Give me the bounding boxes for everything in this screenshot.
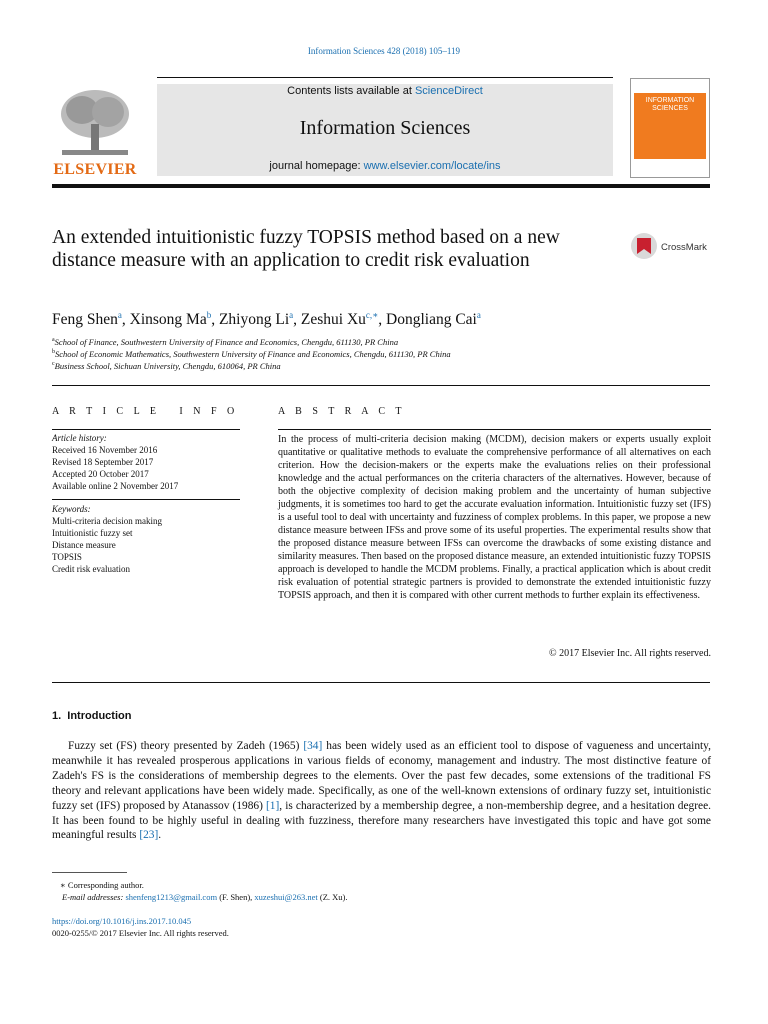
keywords-rule — [52, 499, 240, 500]
affiliation-mark: c — [52, 361, 55, 368]
history-label: Article history: — [52, 433, 107, 443]
keyword: Distance measure — [52, 540, 116, 550]
keyword: Credit risk evaluation — [52, 564, 130, 574]
affiliation — [52, 349, 712, 359]
journal-reference[interactable]: Information Sciences 428 (2018) 105–119 — [307, 46, 461, 56]
affiliation — [52, 361, 712, 371]
article-info-rule — [52, 429, 240, 430]
introduction-paragraph — [52, 739, 711, 843]
author-affil-mark[interactable]: a — [117, 310, 122, 320]
email-footnote — [52, 892, 722, 903]
author-list: Feng Shen$^a$, Xinsong Ma$^b$, Zhiyong Li$^a$, Zeshui $Xu^{c,∗}$, Dongliang Cai$^a$ — [52, 310, 481, 329]
abstract-divider — [52, 682, 710, 683]
contents-line — [157, 85, 613, 97]
intro-text: . — [158, 829, 162, 842]
abstract-copyright: © 2017 Elsevier Inc. All rights reserved. — [548, 648, 711, 659]
author-affil-mark[interactable]: a — [289, 310, 294, 320]
email-owner: (F. Shen), — [217, 892, 255, 902]
citation-link[interactable]: [23] — [139, 829, 159, 842]
intro-text: Fuzzy set (FS) theory presented by Zadeh (1965) — [68, 740, 304, 752]
cover-title: INFORMATION SCIENCES — [645, 97, 695, 112]
author-affil-mark[interactable]: c,∗ — [365, 310, 379, 320]
author-name[interactable]: Feng Shen — [52, 311, 118, 329]
abstract-heading: A B S T R A C T — [278, 406, 406, 417]
citation-link[interactable]: [1] — [265, 799, 280, 812]
journal-cover-thumbnail[interactable] — [630, 78, 710, 178]
masthead-top-rule — [157, 77, 613, 78]
homepage-prefix: journal homepage: — [269, 160, 364, 172]
abstract-text: In the process of multi-criteria decision making (MCDM), decision makers or experts usually exploit quantitative or qualitative methods to evaluate the comprehensive performance of all alternatives on each criterion. How the decision-makers or the experts make the evaluations relies on their professional knowledge and the actual performances on the criteria characters of the alternatives. However, because of both the objective complexity of decision making problem and the uncertainty of human subjective judgments, it is sometimes too hard to get the accurate evaluation information. Intuitionistic fuzzy set (IFS) is a useful tool to deal with uncertainty and fuzziness of complex problems. In this paper, we propose a new distance measure between IFSs and prove some of its useful properties. The experimental results show that the proposed distance measure between IFSs can overcome the drawbacks of some existing distance and similarity measures. Then based on the proposed distance measure, an extended intuitionistic fuzzy TOPSIS approach is developed to handle the MCDM problems. Finally, a practical application which is about credit risk evaluation of potential strategic partners is provided to demonstrate the extended intuitionistic fuzzy TOPSIS approach, and then it is compared with other current methods to further explain its effectiveness. — [278, 434, 711, 601]
email-label: E-mail addresses: — [62, 892, 126, 902]
history-item: Received 16 November 2016 — [52, 445, 158, 455]
article-info-heading: A R T I C L E I N F O — [52, 406, 239, 417]
footnote-rule — [52, 872, 127, 873]
author-affil-mark[interactable]: a — [476, 310, 481, 320]
masthead-bottom-rule — [52, 184, 710, 188]
intro-text: , is characterized by a membership degree, a non-membership degree, and a hesitation degree. It has been found to be highly useful in dealing with fuzziness, therefore many researchers have investigated this topic and have got some meaningful results — [52, 799, 711, 842]
contents-prefix: Contents lists available at — [287, 85, 415, 97]
affiliation-mark: a — [52, 337, 55, 344]
article-history — [52, 432, 252, 492]
author-affil-mark[interactable]: b — [206, 310, 212, 320]
affiliation-text: School of Economic Mathematics, Southwestern University of Finance and Economics, Chengdu, 611130, PR China — [55, 349, 451, 359]
author-name[interactable]: Dongliang Cai — [386, 311, 477, 329]
affiliation — [52, 337, 712, 347]
affiliation-mark: b — [52, 349, 55, 356]
issn-line: 0020-0255/© 2017 Elsevier Inc. All rights reserved. — [52, 928, 229, 938]
author-name[interactable]: Zeshui Xu — [300, 311, 366, 329]
header-divider — [52, 385, 710, 386]
intro-text: has been widely used as an efficient tool to dispose of vagueness and uncertainty, meanwhile it has revealed prosperous applications in various fields of economy, management and industry. The most distinctive feature of Zadeh's FS is the considerations of membership degrees to the elements. Over the past few decades, some extensions of the traditional FS theory and relevant applications have been widely made. Specifically, as one of the well-known extensions of ordinary fuzzy set, intuitionistic fuzzy set (IFS) proposed by Atanassov (1986) — [52, 740, 711, 812]
abstract-rule — [278, 429, 711, 430]
email-link[interactable]: shenfeng1213@gmail.com — [125, 892, 218, 902]
affiliation-text: School of Finance, Southwestern University of Finance and Economics, Chengdu, 611130, PR China — [54, 337, 399, 347]
affiliation-text: Business School, Sichuan University, Chengdu, 610064, PR China — [54, 361, 281, 371]
email-link[interactable]: xuzeshui@263.net — [254, 892, 318, 902]
history-item: Revised 18 September 2017 — [52, 457, 154, 467]
homepage-line — [157, 160, 613, 172]
homepage-link[interactable]: www.elsevier.com/locate/ins — [363, 160, 501, 172]
crossmark-label: CrossMark — [661, 242, 707, 253]
paper-title: An extended intuitionistic fuzzy TOPSIS method based on a new distance measure with an application to credit risk evaluation — [52, 227, 560, 271]
keyword: Multi-criteria decision making — [52, 516, 162, 526]
history-item: Accepted 20 October 2017 — [52, 469, 149, 479]
citation-link[interactable]: [34] — [303, 740, 323, 752]
history-item: Available online 2 November 2017 — [52, 481, 179, 491]
author-name[interactable]: Zhiyong Li — [218, 311, 290, 329]
introduction-heading: 1. Introduction — [52, 710, 132, 722]
doi-link[interactable]: https://doi.org/10.1016/j.ins.2017.10.045 — [52, 916, 192, 926]
crossmark-badge[interactable] — [630, 232, 712, 260]
author-name[interactable]: Xinsong Ma — [129, 311, 207, 329]
email-owner: (Z. Xu). — [317, 892, 348, 902]
journal-title: Information Sciences — [299, 117, 471, 139]
keyword: TOPSIS — [52, 552, 82, 562]
keywords — [52, 503, 252, 575]
elsevier-wordmark: ELSEVIER — [53, 161, 137, 178]
keywords-label: Keywords: — [52, 504, 91, 514]
keyword: Intuitionistic fuzzy set — [52, 528, 133, 538]
corresponding-author-note: ∗ Corresponding author. — [60, 880, 144, 890]
sciencedirect-link[interactable]: ScienceDirect — [414, 85, 483, 97]
